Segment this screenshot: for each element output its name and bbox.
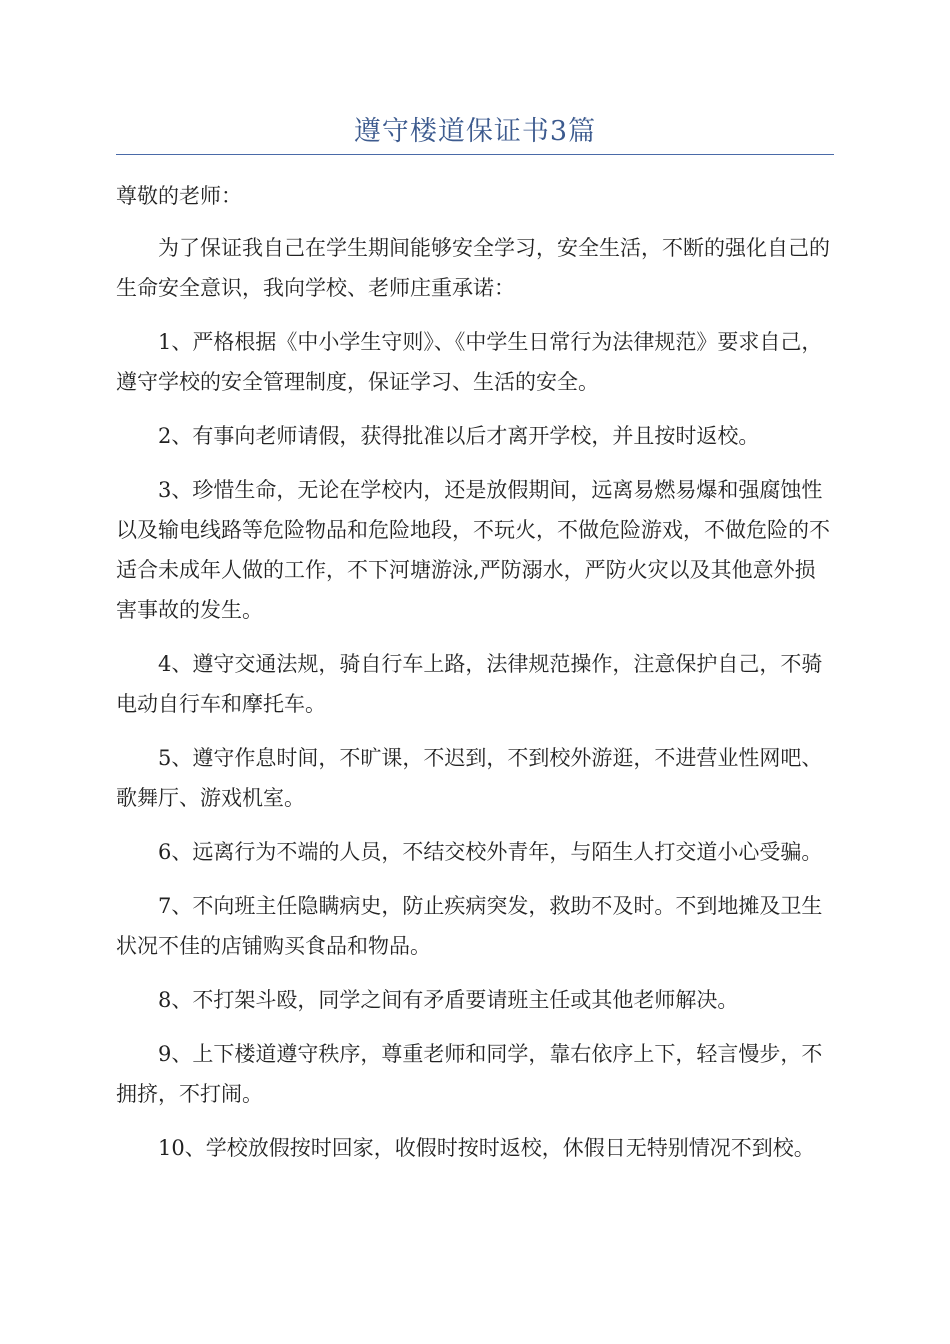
paragraph-item-5: 5、遵守作息时间，不旷课，不迟到，不到校外游逛，不进营业性网吧、歌舞厅、游戏机室。 bbox=[116, 746, 823, 810]
document-body bbox=[116, 176, 834, 1182]
document-title: 遵守楼道保证书3篇 bbox=[353, 116, 597, 147]
salutation: 尊敬的老师： bbox=[116, 184, 242, 208]
paragraph-item-2: 2、有事向老师请假，获得批准以后才离开学校，并且按时返校。 bbox=[158, 424, 760, 448]
paragraph-intro: 为了保证我自己在学生期间能够安全学习，安全生活，不断的强化自己的生命安全意识，我向学校、老师庄重承诺： bbox=[116, 236, 830, 300]
paragraph-item-7: 7、不向班主任隐瞒病史，防止疾病突发，救助不及时。不到地摊及卫生状况不佳的店铺购买食品和物品。 bbox=[116, 894, 823, 958]
paragraph-item-3: 3、珍惜生命，无论在学校内，还是放假期间，远离易燃易爆和强腐蚀性以及输电线路等危险物品和危险地段，不玩火，不做危险游戏，不做危险的不适合未成年人做的工作，不下河塘游泳,严防溺水，严防火灾以及其他意外损害事故的发生。 bbox=[116, 478, 830, 622]
paragraph-item-4: 4、遵守交通法规，骑自行车上路，法律规范操作，注意保护自己，不骑电动自行车和摩托车。 bbox=[116, 652, 823, 716]
paragraph-item-1: 1、严格根据《中小学生守则》、《中学生日常行为法律规范》要求自己，遵守学校的安全管理制度，保证学习、生活的安全。 bbox=[116, 330, 823, 394]
paragraph-item-6: 6、远离行为不端的人员，不结交校外青年，与陌生人打交道小心受骗。 bbox=[158, 840, 823, 864]
paragraph-item-9: 9、上下楼道遵守秩序，尊重老师和同学，靠右依序上下，轻言慢步，不拥挤，不打闹。 bbox=[116, 1042, 823, 1106]
paragraph-item-10: 10、学校放假按时回家，收假时按时返校，休假日无特别情况不到校。 bbox=[158, 1136, 815, 1160]
paragraph-item-8: 8、不打架斗殴，同学之间有矛盾要请班主任或其他老师解决。 bbox=[158, 988, 739, 1012]
title-underline bbox=[116, 154, 834, 155]
